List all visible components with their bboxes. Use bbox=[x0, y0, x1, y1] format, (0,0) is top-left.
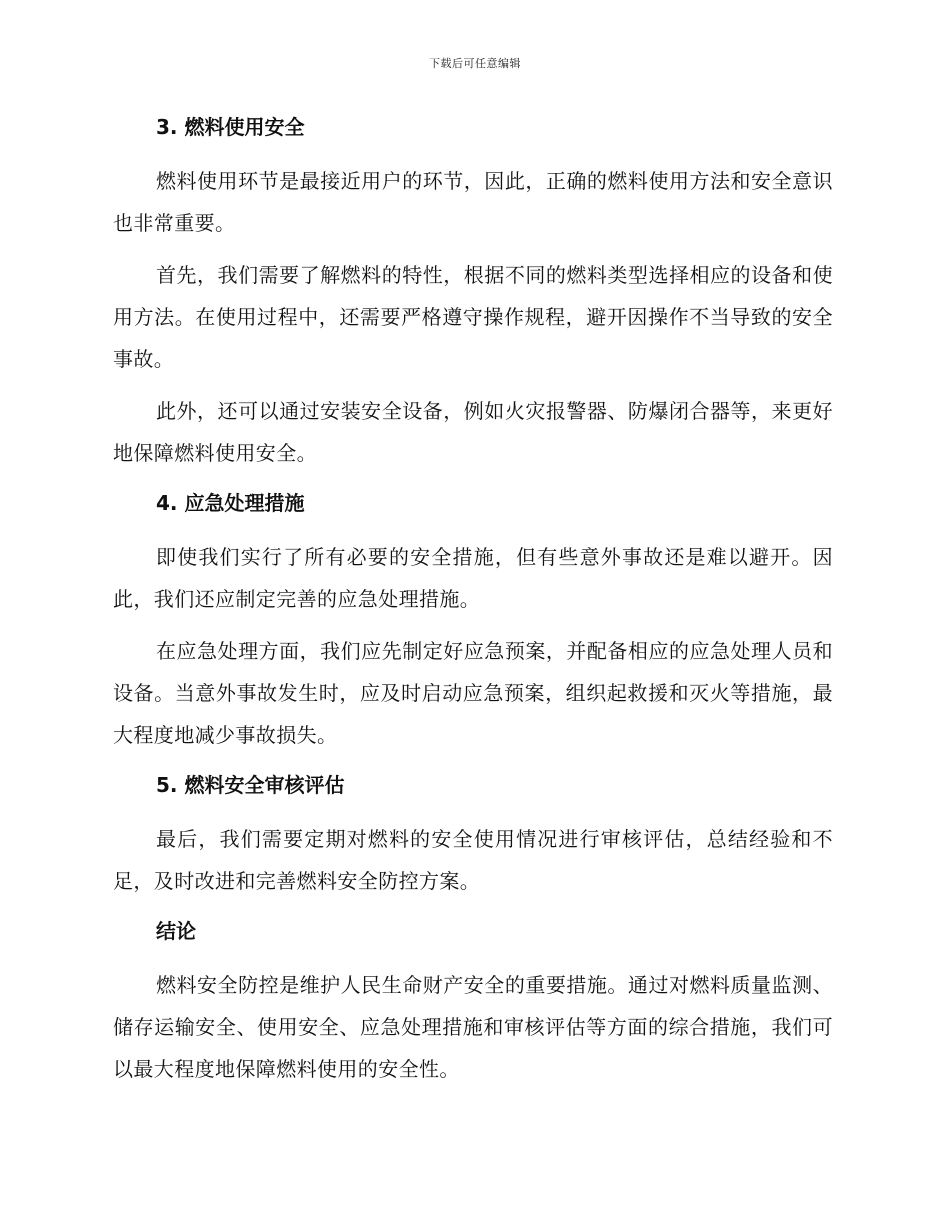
section-4-heading: 4. 应急处理措施 bbox=[156, 491, 305, 515]
section-5-paragraph-1: 最后，我们需要定期对燃料的安全使用情况进行审核评估，总结经验和不足，及时改进和完善燃料安全防控方案。 bbox=[113, 827, 833, 893]
section-3-heading: 3. 燃料使用安全 bbox=[156, 115, 305, 139]
section-4-paragraph-1: 即使我们实行了所有必要的安全措施，但有些意外事故还是难以避开。因此，我们还应制定完善的应急处理措施。 bbox=[113, 545, 833, 611]
section-3-paragraph-3: 此外，还可以通过安装安全设备，例如火灾报警器、防爆闭合器等，来更好地保障燃料使用安全。 bbox=[113, 399, 833, 465]
conclusion-paragraph: 燃料安全防控是维护人民生命财产安全的重要措施。通过对燃料质量监测、储存运输安全、使用安全、应急处理措施和审核评估等方面的综合措施，我们可以最大程度地保障燃料使用的安全性。 bbox=[113, 973, 833, 1081]
section-3-paragraph-2: 首先，我们需要了解燃料的特性，根据不同的燃料类型选择相应的设备和使用方法。在使用过程中，还需要严格遵守操作规程，避开因操作不当导致的安全事故。 bbox=[113, 263, 833, 371]
conclusion-heading: 结论 bbox=[156, 919, 196, 943]
document-body bbox=[113, 108, 833, 1090]
page-header-note: 下载后可任意编辑 bbox=[429, 57, 521, 70]
section-4-paragraph-2: 在应急处理方面，我们应先制定好应急预案，并配备相应的应急处理人员和设备。当意外事故发生时，应及时启动应急预案，组织起救援和灭火等措施，最大程度地减少事故损失。 bbox=[113, 639, 833, 747]
section-3-paragraph-1: 燃料使用环节是最接近用户的环节，因此，正确的燃料使用方法和安全意识也非常重要。 bbox=[113, 169, 833, 235]
section-5-heading: 5. 燃料安全审核评估 bbox=[156, 773, 345, 797]
